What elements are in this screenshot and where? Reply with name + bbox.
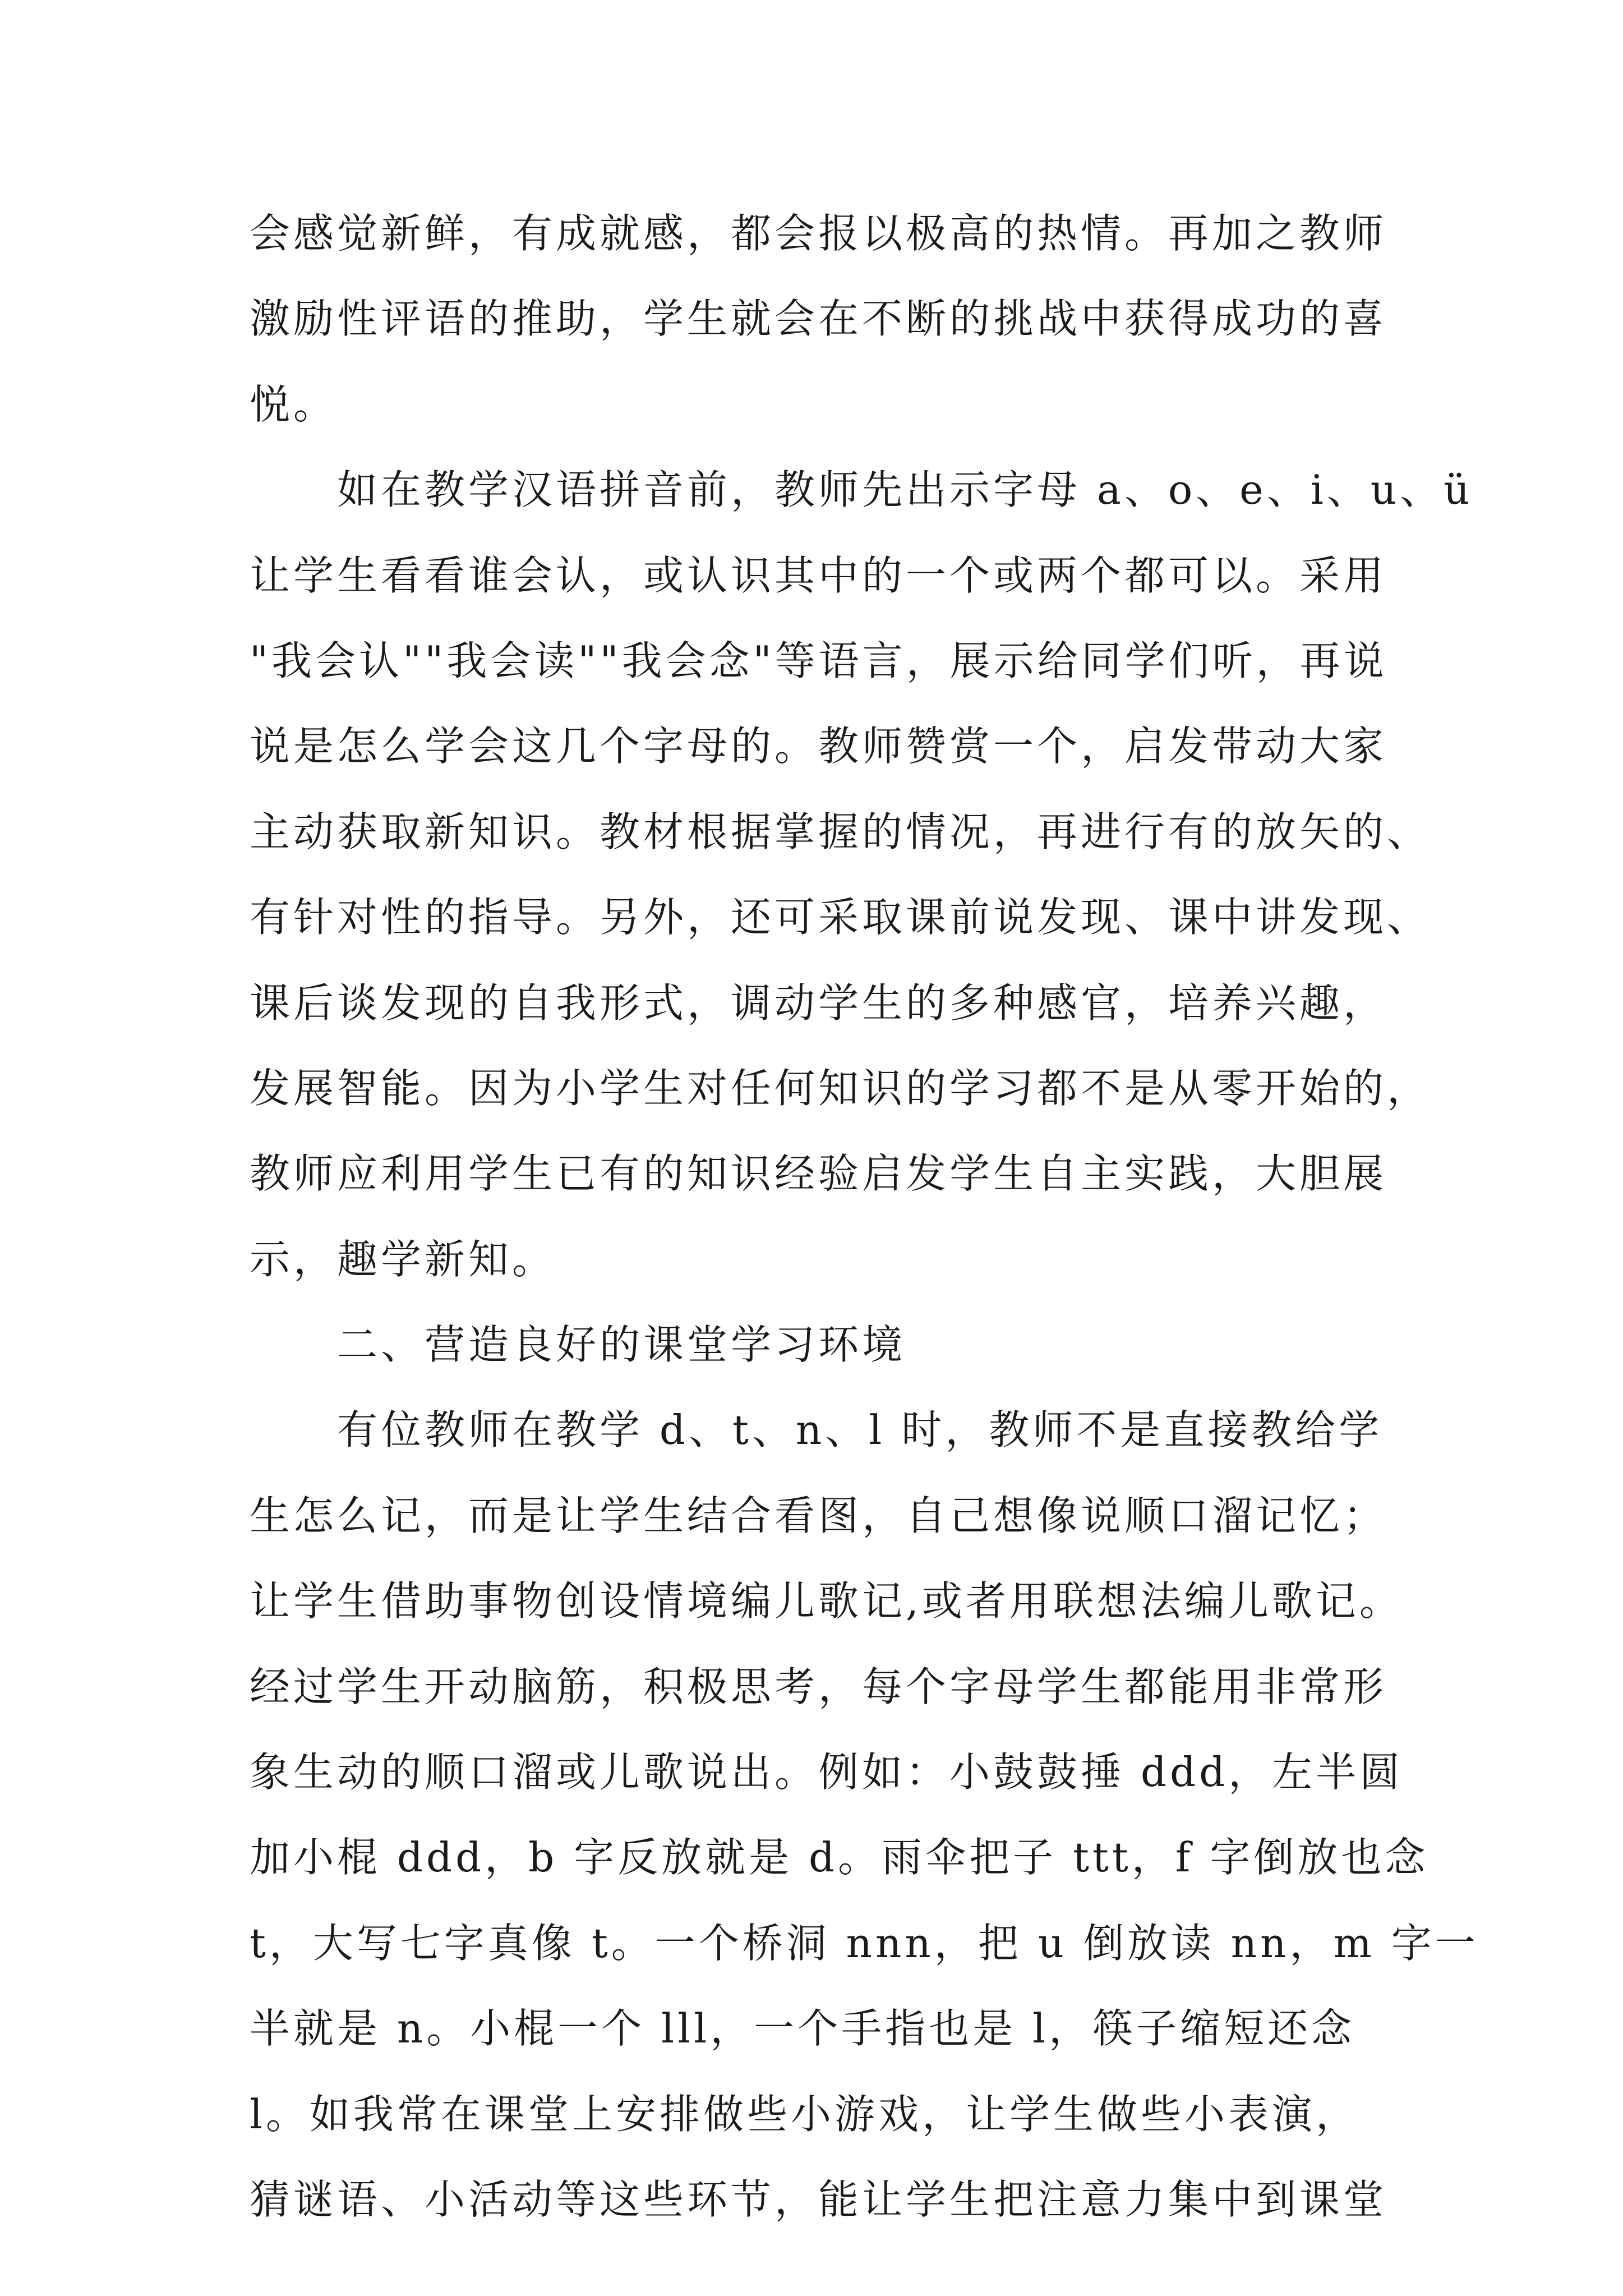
text-line: 激励性评语的推助，学生就会在不断的挑战中获得成功的喜 — [250, 295, 1387, 343]
text-line: 悦。 — [250, 380, 338, 428]
text-line: "我会认""我会读""我会念"等语言，展示给同学们听，再说 — [250, 637, 1387, 684]
text-line: 会感觉新鲜，有成就感，都会报以极高的热情。再加之教师 — [250, 210, 1387, 257]
text-line: 课后谈发现的自我形式，调动学生的多种感官，培养兴趣， — [250, 979, 1387, 1027]
text-line: 二、营造良好的课堂学习环境 — [337, 1321, 906, 1369]
text-line: 半就是 n。小棍一个 lll，一个手指也是 l，筷子缩短还念 — [250, 2005, 1355, 2053]
text-line: 让学生看看谁会认，或认识其中的一个或两个都可以。采用 — [250, 551, 1387, 599]
text-line: 经过学生开动脑筋，积极思考，每个字母学生都能用非常形 — [250, 1663, 1387, 1710]
text-line: 发展智能。因为小学生对任何知识的学习都不是从零开始的， — [250, 1064, 1431, 1112]
text-line: 如在教学汉语拼音前，教师先出示字母 a、o、e、i、u、ü — [337, 466, 1473, 514]
text-line: 有针对性的指导。另外，还可采取课前说发现、课中讲发现、 — [250, 894, 1431, 941]
text-line: 教师应利用学生已有的知识经验启发学生自主实践，大胆展 — [250, 1150, 1387, 1198]
text-line: 示，趣学新知。 — [250, 1235, 556, 1283]
text-line: 有位教师在教学 d、t、n、l 时，教师不是直接教给学 — [337, 1406, 1383, 1454]
text-line: 象生动的顺口溜或儿歌说出。例如：小鼓鼓捶 ddd，左半圆 — [250, 1749, 1404, 1796]
text-line: 说是怎么学会这几个字母的。教师赞赏一个，启发带动大家 — [250, 723, 1387, 770]
text-line: 猜谜语、小活动等这些环节，能让学生把注意力集中到课堂 — [250, 2175, 1387, 2223]
body-text — [250, 191, 1479, 2242]
text-line: 主动获取新知识。教材根据掌握的情况，再进行有的放矢的、 — [250, 808, 1431, 855]
text-line: 让学生借助事物创设情境编儿歌记,或者用联想法编儿歌记。 — [250, 1577, 1403, 1625]
text-line: l。如我常在课堂上安排做些小游戏，让学生做些小表演， — [250, 2090, 1360, 2138]
text-line: 生怎么记，而是让学生结合看图，自己想像说顺口溜记忆； — [250, 1492, 1387, 1539]
text-line: t，大写七字真像 t。一个桥洞 nnn，把 u 倒放读 nn，m 字一 — [250, 1919, 1479, 1967]
text-line: 加小棍 ddd，b 字反放就是 d。雨伞把子 ttt，f 字倒放也念 — [250, 1834, 1429, 1881]
